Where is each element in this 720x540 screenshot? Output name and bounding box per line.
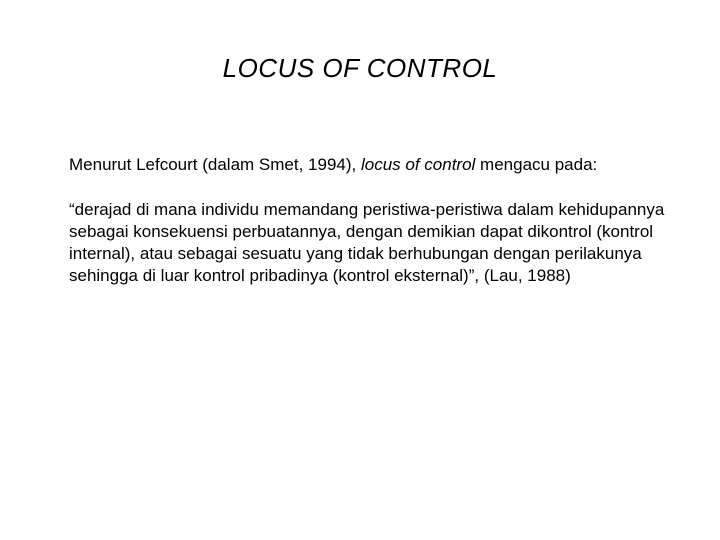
intro-text-after: mengacu pada: [475, 155, 598, 174]
definition-quote: “derajad di mana individu memandang peristiwa-peristiwa dalam kehidupannya sebagai konsekuensi perbuatannya, dengan demikian dapat dikontrol (kontrol internal), atau sebagai sesuatu yang tidak berhubungan dengan perilakunya sehingga di luar kontrol pribadinya (kontrol eksternal)”, (Lau, 1988) [69, 200, 665, 285]
intro-text-before: Menurut Lefcourt (dalam Smet, 1994), [69, 155, 361, 174]
slide-body [69, 154, 689, 287]
intro-paragraph [69, 154, 689, 176]
slide-title: LOCUS OF CONTROL [222, 53, 498, 83]
intro-emphasis: locus of control [360, 155, 476, 174]
